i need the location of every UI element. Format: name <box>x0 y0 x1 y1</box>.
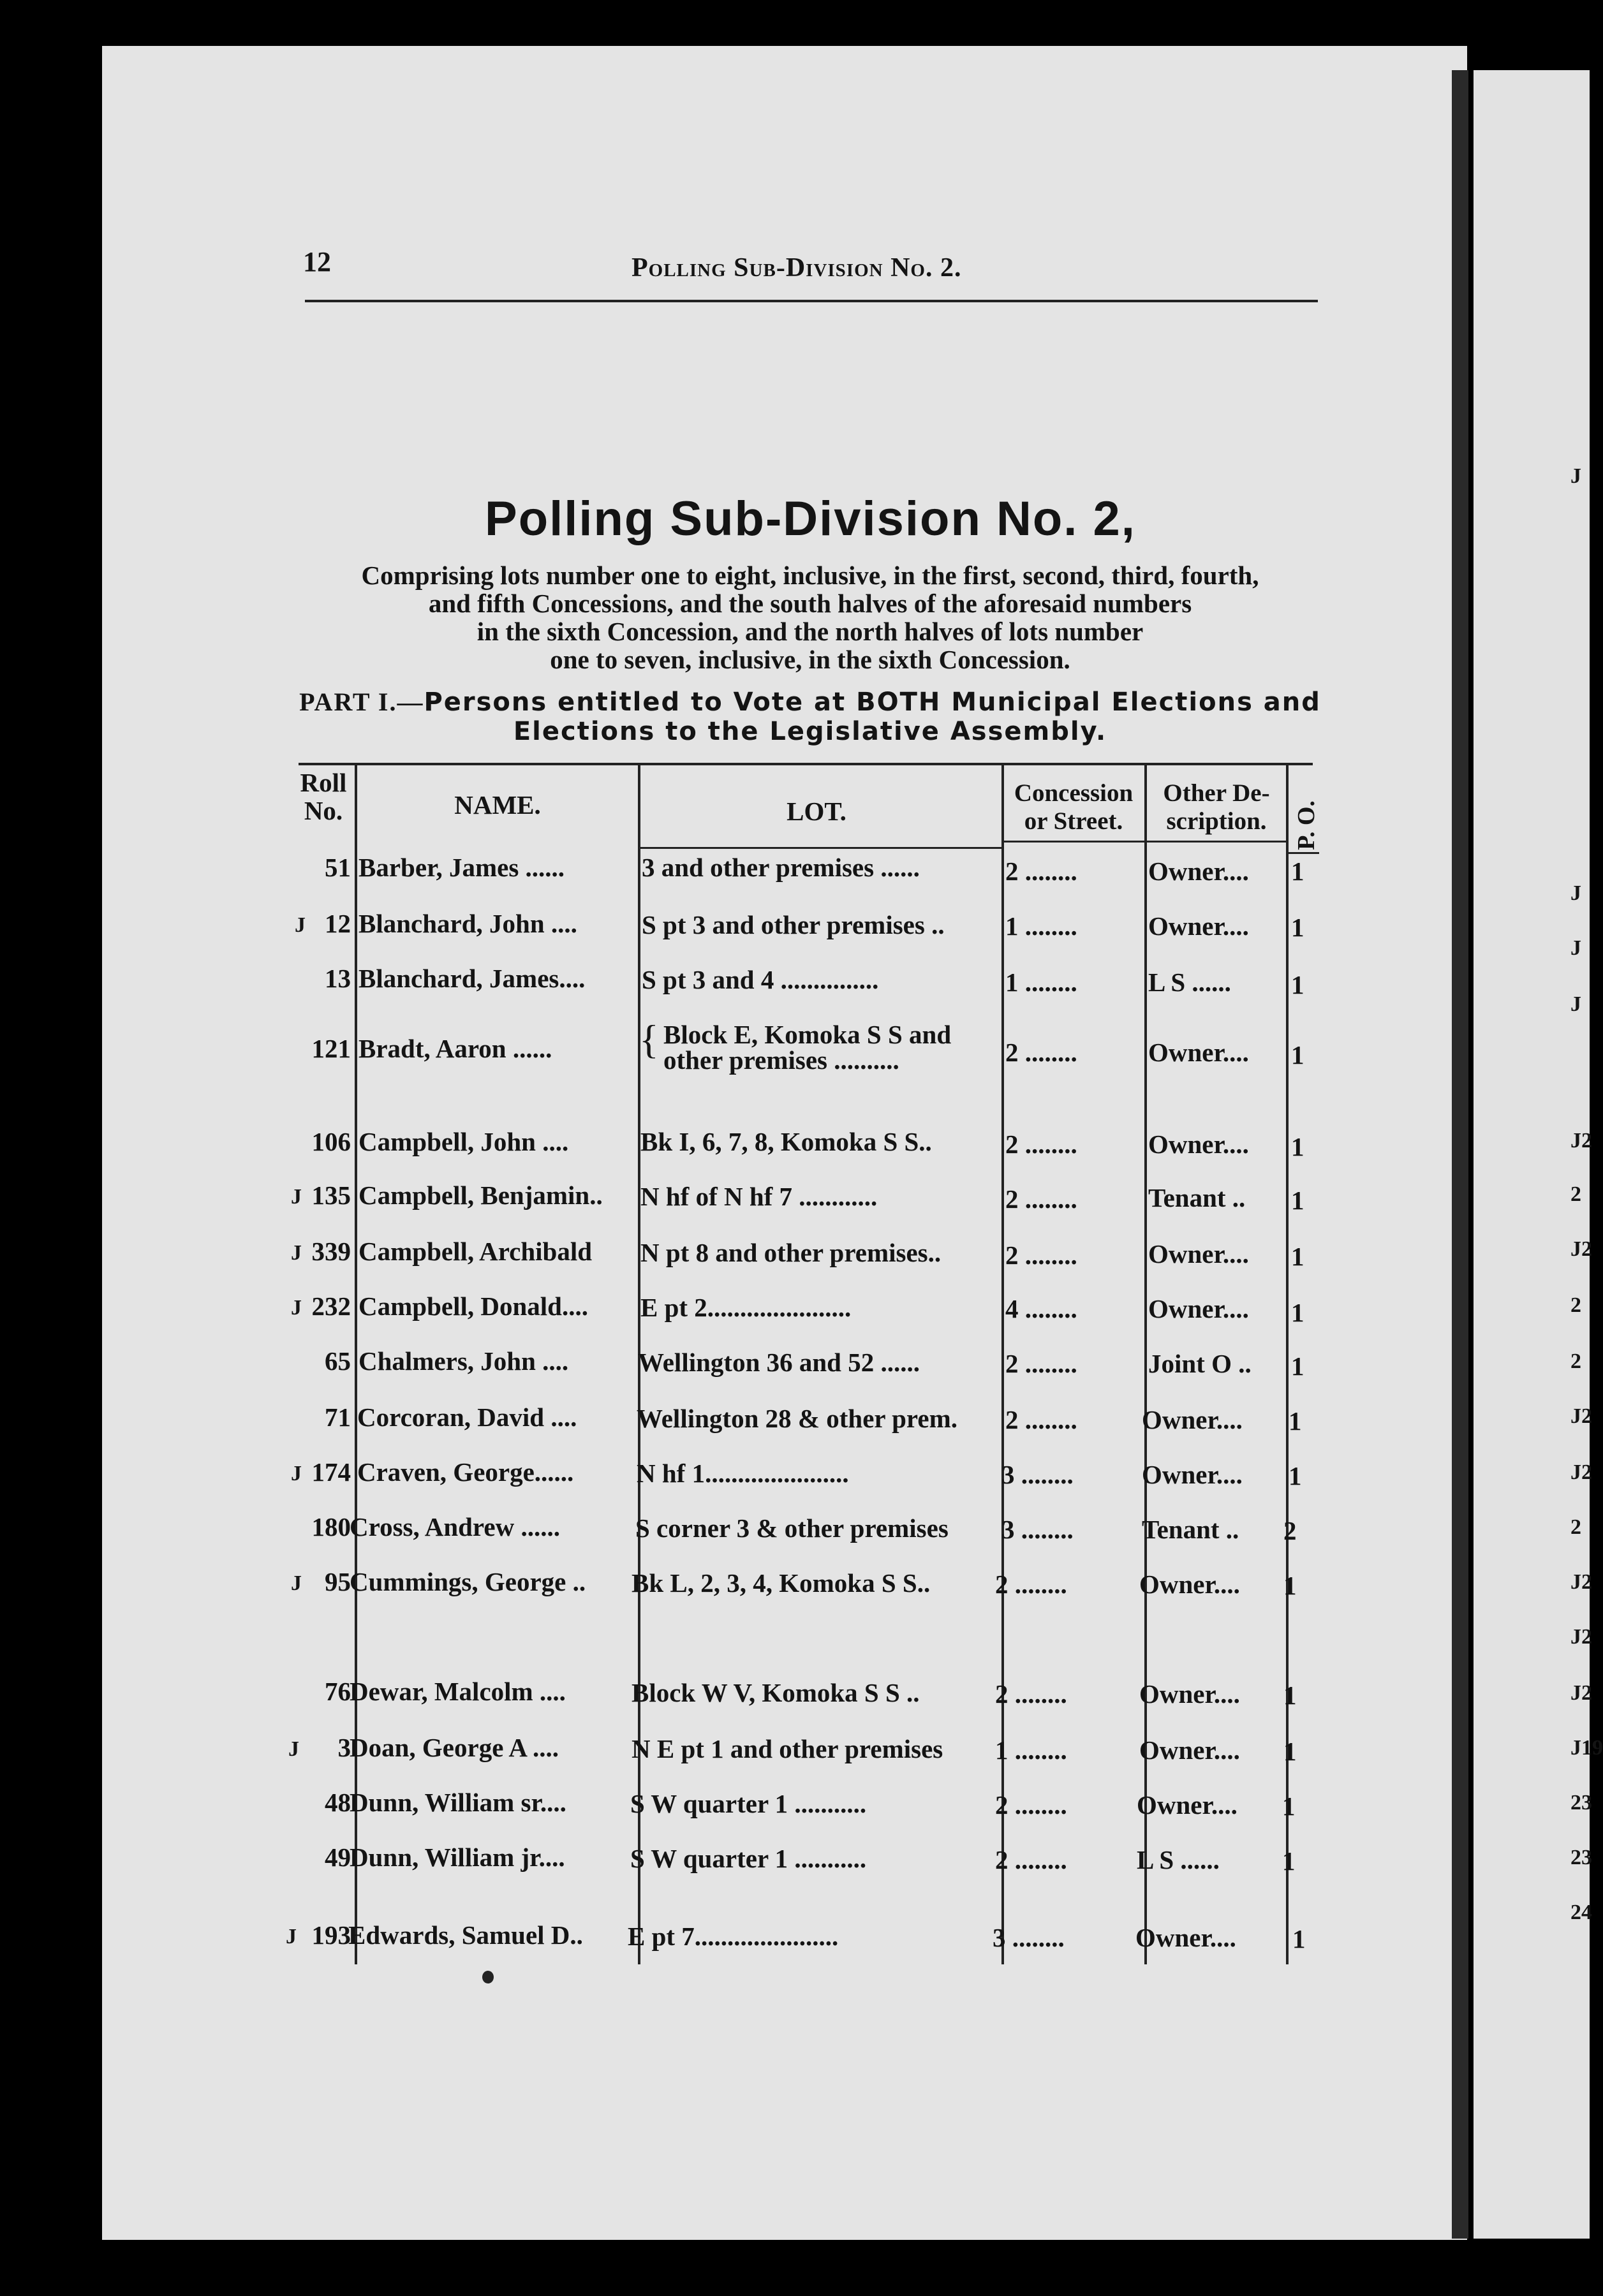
lot-continued: other premises .......... <box>663 1045 899 1075</box>
roll-mark: J <box>291 1296 302 1320</box>
edge-fragment: J <box>1570 464 1581 488</box>
lot: E pt 7...................... <box>628 1922 839 1951</box>
concession: 1 ........ <box>1005 911 1077 941</box>
po: 1 <box>1291 1186 1304 1215</box>
table-row <box>0 1180 1590 1237</box>
table-row <box>0 1457 1590 1514</box>
roll-number: 174 <box>311 1457 351 1487</box>
edge-fragment: 2 <box>1570 1182 1581 1206</box>
roll-mark: J <box>291 1462 302 1485</box>
po: 1 <box>1292 1924 1306 1954</box>
part-text: Persons entitled to Vote at BOTH Municipal Elections and <box>424 688 1321 717</box>
lot: Bk I, 6, 7, 8, Komoka S S.. <box>640 1127 932 1156</box>
edge-fragment: 23 <box>1570 1791 1592 1814</box>
lot: Wellington 28 & other prem. <box>637 1404 957 1433</box>
col-header-roll: Roll No. <box>300 768 347 825</box>
voter-name: Campbell, Donald.... <box>358 1292 588 1321</box>
voter-name: Cummings, George .. <box>350 1567 586 1596</box>
col-header-other: Other De- scription. <box>1163 779 1270 835</box>
table-row <box>0 1732 1590 1790</box>
roll-mark: J <box>291 1241 302 1265</box>
lot-brace: { <box>639 1017 659 1062</box>
lot: Bk L, 2, 3, 4, Komoka S S.. <box>632 1568 931 1598</box>
voter-name: Blanchard, James.... <box>358 964 586 993</box>
edge-fragment: J2 <box>1570 1129 1592 1152</box>
description-line: and fifth Concessions, and the south halves of the aforesaid numbers <box>428 589 1192 618</box>
other-description: Owner.... <box>1135 1923 1236 1952</box>
header-underline-con <box>1003 841 1144 843</box>
roll-number: 339 <box>311 1237 351 1266</box>
roll-number: 49 <box>325 1843 351 1872</box>
voter-name: Dunn, William sr.... <box>350 1788 566 1817</box>
po: 1 <box>1291 913 1304 942</box>
col-header-name: NAME. <box>454 790 541 820</box>
other-description: Owner.... <box>1142 1405 1243 1434</box>
description-line: Comprising lots number one to eight, inclusive, in the first, second, third, fourth, <box>361 561 1259 590</box>
table-row <box>0 1346 1590 1403</box>
concession: 2 ........ <box>1005 1405 1077 1434</box>
concession: 3 ........ <box>1001 1515 1074 1544</box>
po: 1 <box>1291 1040 1304 1070</box>
lot: S W quarter 1 ........... <box>630 1789 867 1818</box>
edge-fragment: J2 <box>1570 1625 1592 1649</box>
table-row <box>0 908 1590 966</box>
other-description: Owner.... <box>1139 1570 1240 1599</box>
table-row <box>0 1512 1590 1569</box>
col-header-concession: Concession or Street. <box>1014 779 1134 835</box>
edge-fragment: 23 <box>1570 1846 1592 1869</box>
lot: S pt 3 and other premises .. <box>642 910 945 939</box>
concession: 2 ........ <box>1005 1240 1077 1270</box>
other-description: Owner.... <box>1148 857 1249 886</box>
page-title: Polling Sub-Division No. 2, <box>485 492 1136 546</box>
part-text-line2: Elections to the Legislative Assembly. <box>513 717 1107 746</box>
voter-name: Blanchard, John .... <box>358 909 577 938</box>
edge-fragment: J2 <box>1570 1570 1592 1594</box>
edge-fragment: J2 <box>1570 1404 1592 1428</box>
po: 2 <box>1283 1516 1297 1545</box>
roll-number: 65 <box>325 1346 351 1376</box>
concession: 1 ........ <box>1005 968 1077 997</box>
lot: Block E, Komoka S S and <box>663 1020 952 1049</box>
other-description: Owner.... <box>1137 1790 1237 1820</box>
table-row <box>0 1920 1590 1977</box>
table-row <box>0 1236 1590 1293</box>
table-row <box>0 1291 1590 1348</box>
edge-fragment: J2 <box>1570 1461 1592 1484</box>
table-row <box>0 1126 1590 1184</box>
lot: N hf 1...................... <box>637 1459 849 1488</box>
voter-name: Corcoran, David .... <box>357 1402 577 1432</box>
po: 1 <box>1282 1792 1296 1821</box>
col-header-po: P. O. <box>1293 800 1320 850</box>
table-row <box>0 1566 1590 1624</box>
concession: 2 ........ <box>1005 1184 1077 1214</box>
col-header-lot: LOT. <box>787 797 846 826</box>
roll-number: 180 <box>311 1512 351 1542</box>
other-description: Owner.... <box>1148 1130 1249 1159</box>
other-description: Owner.... <box>1139 1679 1240 1709</box>
concession: 3 ........ <box>1001 1460 1074 1489</box>
concession: 2 ........ <box>1005 1038 1077 1067</box>
voter-name: Chalmers, John .... <box>358 1346 569 1376</box>
po: 1 <box>1283 1571 1297 1600</box>
roll-number: 232 <box>311 1292 351 1321</box>
edge-fragment: 2 <box>1570 1515 1581 1539</box>
table-row <box>0 852 1590 909</box>
other-description: Owner.... <box>1148 911 1249 941</box>
edge-fragment: J2 <box>1570 1681 1592 1705</box>
roll-number: 95 <box>325 1567 351 1596</box>
lot: S corner 3 & other premises <box>635 1513 949 1543</box>
po: 1 <box>1291 1298 1304 1327</box>
other-description: Joint O .. <box>1148 1349 1252 1378</box>
voter-name: Campbell, Benjamin.. <box>358 1181 603 1210</box>
other-description: Owner.... <box>1148 1038 1249 1067</box>
other-description: Owner.... <box>1148 1294 1249 1323</box>
po: 1 <box>1283 1737 1297 1766</box>
page-number: 12 <box>303 246 331 277</box>
po: 1 <box>1282 1846 1296 1876</box>
roll-number: 193 <box>311 1920 351 1950</box>
table-row <box>0 963 1590 1020</box>
roll-number: 106 <box>311 1127 351 1156</box>
table-row <box>0 1676 1590 1733</box>
roll-mark: J <box>291 1185 302 1209</box>
roll-number: 48 <box>325 1788 351 1817</box>
po: 1 <box>1291 970 1304 999</box>
roll-number: 76 <box>325 1677 351 1706</box>
concession: 2 ........ <box>1005 1130 1077 1159</box>
edge-fragment: 2 <box>1570 1350 1581 1373</box>
table-row <box>0 1402 1590 1459</box>
concession: 4 ........ <box>1005 1294 1077 1323</box>
header-underline-lot <box>638 847 1001 849</box>
concession: 2 ........ <box>995 1679 1067 1709</box>
roll-mark: J <box>295 913 306 937</box>
po: 1 <box>1291 1132 1304 1161</box>
roll-number: 71 <box>325 1402 351 1432</box>
voter-name: Dunn, William jr.... <box>350 1843 565 1872</box>
concession: 3 ........ <box>993 1923 1065 1952</box>
voter-name: Campbell, John .... <box>358 1127 569 1156</box>
roll-number: 3 <box>337 1733 351 1762</box>
po: 1 <box>1291 1351 1304 1381</box>
lot: Block W V, Komoka S S .. <box>632 1678 920 1707</box>
po: 1 <box>1289 1461 1302 1490</box>
voter-name: Edwards, Samuel D.. <box>348 1920 583 1950</box>
concession: 2 ........ <box>995 1570 1067 1599</box>
edge-fragment: J <box>1570 992 1581 1016</box>
voter-name: Doan, George A .... <box>350 1733 559 1762</box>
po: 1 <box>1291 1242 1304 1271</box>
other-description: Tenant .. <box>1148 1183 1246 1212</box>
header-rule <box>305 300 1318 302</box>
roll-mark: J <box>291 1571 302 1595</box>
roll-number: 121 <box>311 1034 351 1063</box>
concession: 2 ........ <box>1005 1349 1077 1378</box>
voter-name: Campbell, Archibald <box>358 1237 593 1266</box>
other-description: Owner.... <box>1139 1735 1240 1765</box>
table-row <box>0 1787 1590 1844</box>
part-label: PART I.— <box>299 688 424 716</box>
other-description: L S ...... <box>1148 968 1231 997</box>
edge-fragment: 2 <box>1570 1293 1581 1317</box>
edge-fragment: J <box>1570 936 1581 960</box>
lot: N hf of N hf 7 ............ <box>640 1182 878 1211</box>
lot: E pt 2...................... <box>640 1293 852 1322</box>
po: 1 <box>1289 1406 1302 1436</box>
ink-spot <box>482 1971 494 1983</box>
edge-fragment: J2 <box>1570 1237 1592 1261</box>
edge-fragment: J19 <box>1570 1736 1603 1760</box>
part-heading <box>293 688 1327 746</box>
subdivision-description <box>293 561 1327 673</box>
lot: Wellington 36 and 52 ...... <box>638 1348 920 1377</box>
concession: 2 ........ <box>995 1845 1067 1874</box>
description-line: in the sixth Concession, and the north halves of lots number <box>476 617 1144 646</box>
other-description: Owner.... <box>1142 1460 1243 1489</box>
roll-number: 12 <box>325 909 351 938</box>
roll-number: 51 <box>325 853 351 882</box>
edge-fragment: J <box>1570 881 1581 905</box>
edge-fragment: 24 <box>1570 1901 1592 1924</box>
concession: 1 ........ <box>995 1735 1067 1765</box>
voter-name: Dewar, Malcolm .... <box>350 1677 566 1706</box>
lot: S pt 3 and 4 ............... <box>642 965 879 994</box>
po: 1 <box>1283 1681 1297 1710</box>
table-row <box>0 1842 1590 1899</box>
po: 1 <box>1291 857 1304 886</box>
roll-number: 13 <box>325 964 351 993</box>
other-description: L S ...... <box>1137 1845 1220 1874</box>
roll-number: 135 <box>311 1181 351 1210</box>
table-top-rule <box>299 763 1313 765</box>
roll-mark: J <box>286 1925 297 1948</box>
concession: 2 ........ <box>1005 857 1077 886</box>
other-description: Owner.... <box>1148 1239 1249 1269</box>
voter-name: Craven, George...... <box>357 1457 574 1487</box>
description-line: one to seven, inclusive, in the sixth Concession. <box>550 645 1070 674</box>
lot: N pt 8 and other premises.. <box>640 1238 942 1267</box>
running-header: Polling Sub-Division No. 2. <box>632 253 962 283</box>
lot: 3 and other premises ...... <box>642 853 920 882</box>
table-row <box>0 1019 1590 1102</box>
lot: N E pt 1 and other premises <box>632 1734 943 1763</box>
voter-name: Barber, James ...... <box>358 853 565 882</box>
voter-name: Bradt, Aaron ...... <box>358 1034 552 1063</box>
header-underline-other <box>1146 841 1287 843</box>
voter-name: Cross, Andrew ...... <box>350 1512 560 1542</box>
other-description: Tenant .. <box>1142 1515 1239 1544</box>
concession: 2 ........ <box>995 1790 1067 1820</box>
lot: S W quarter 1 ........... <box>630 1844 867 1873</box>
roll-mark: J <box>288 1737 299 1761</box>
